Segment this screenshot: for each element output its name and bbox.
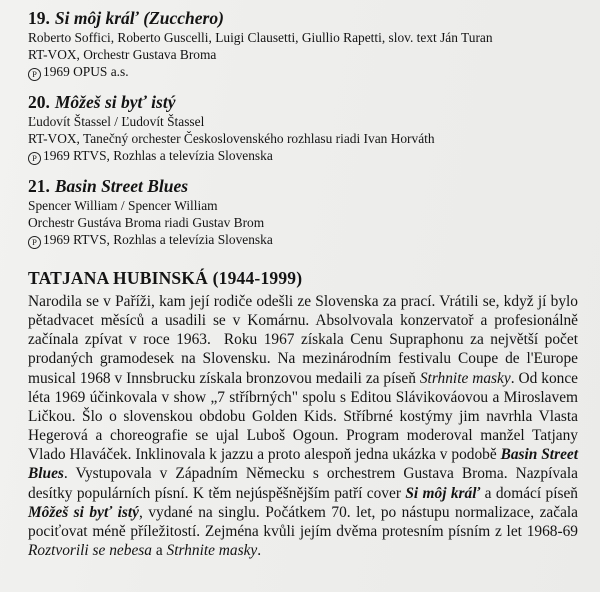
track-name: Basin Street Blues [54, 175, 189, 196]
phonogram-icon: P [28, 68, 41, 81]
track-credit-line: RT-VOX, Tanečný orchester Československého rozhlasu riadi Ivan Horváth [28, 130, 435, 146]
track-subtitle: (Zucchero) [143, 8, 224, 28]
track-credit-line: Roberto Soffici, Roberto Guscelli, Luigi Clausetti, Giullio Rapetti, slov. text Ján Turan [28, 29, 493, 45]
track-entry [28, 8, 578, 81]
track-rights-line [28, 147, 578, 165]
track-title-line [28, 176, 578, 197]
track-number: 19. [28, 8, 50, 28]
track-entry [28, 92, 578, 165]
artist-biography [28, 268, 578, 560]
track-rights-line [28, 63, 578, 81]
track-rights-text: 1969 OPUS a.s. [43, 63, 129, 79]
track-number: 20. [28, 91, 50, 112]
track-title-line [28, 8, 578, 29]
track-rights-text: 1969 RTVS, Rozhlas a televízia Slovenska [43, 231, 273, 247]
track-name: Si môj kráľ [54, 8, 139, 28]
track-credit-line: Spencer William / Spencer William [28, 197, 218, 213]
track-credit-line: RT-VOX, Orchestr Gustava Broma [28, 46, 217, 62]
track-number: 21. [28, 175, 50, 196]
track-rights-line [28, 231, 578, 249]
phonogram-icon: P [28, 152, 41, 165]
track-title-line [28, 92, 578, 113]
artist-biography-text: Narodila se v Paříži, kam její rodiče odešli ze Slovenska za prací. Vrátili se, když jí bylo pětadvacet měsíců a usadili se v Komárnu. Absolvovala konzervatoř a profesionálně začínala zpívat v roce 1963. Roku 1967 získala Cenu Supraphonu za největší počet prodaných gramodesek na Slovensku. Na mezinárodním festivalu Coupe de l'Europe musical 1968 v Innsbrucku získala bronzovou medaili za píseň Strhnite masky. Od konce léta 1969 účinkovala v show „7 stříbrných" spolu s Editou Slávikováovou a Miroslavem Ličkou. Šlo o slovenskou obdobu Golden Kids. Stříbrné kostýmy jim navrhla Vlasta Hegerová a choreografie se ujal Luboš Ogoun. Program moderoval manžel Tatjany Vlado Hlaváček. Inklinovala k jazzu a proto alespoň jedna ukázka v podobě Basin Street Blues. Vystupovala v Západním Německu s orchestrem Gustava Broma. Nazpívala desítky populárních písní. K těm nejúspěšnějším patří cover Si môj kráľ a domácí píseň Môžeš si byť istý, vydané na singlu. Počátkem 70. let, po nástupu normalizace, začala pociťovat méně příležitostí. Zejména kvůli jejím dvěma protesním písním z let 1968-69 Roztvorili se nebesa a Strhnite masky. [28, 292, 579, 560]
track-rights-text: 1969 RTVS, Rozhlas a televízia Slovenska [43, 147, 273, 163]
track-name: Môžeš si byť istý [54, 91, 176, 112]
track-entry [28, 176, 578, 249]
track-credit-line: Orchestr Gustáva Broma riadi Gustav Brom [28, 214, 265, 230]
artist-name-heading: TATJANA HUBINSKÁ (1944-1999) [28, 267, 303, 288]
phonogram-icon: P [28, 236, 41, 249]
track-credit-line: Ľudovít Štassel / Ľudovít Štassel [28, 113, 205, 129]
